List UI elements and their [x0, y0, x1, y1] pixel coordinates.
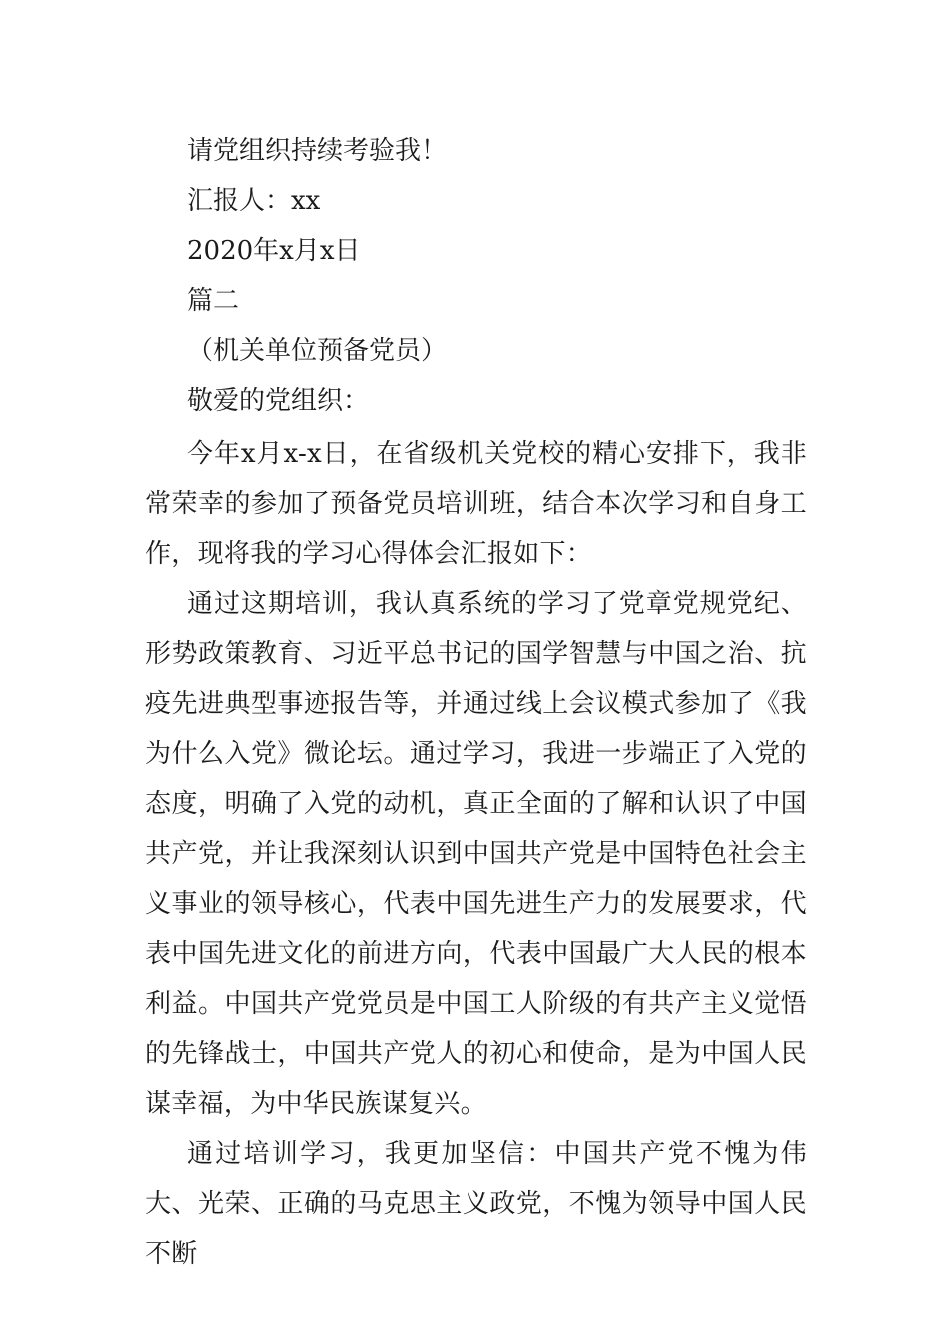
- body-paragraph-3: 通过培训学习，我更加坚信：中国共产党不愧为伟大、光荣、正确的马克思主义政党，不愧为领导中国人民不断: [145, 1139, 807, 1269]
- body-paragraph-1: 今年x月x-x日，在省级机关党校的精心安排下，我非常荣幸的参加了预备党员培训班，结合本次学习和自身工作，现将我的学习心得体会汇报如下：: [145, 439, 807, 569]
- reporter-line: 汇报人：xx: [187, 186, 321, 216]
- document-body: [145, 126, 807, 1279]
- closing-line: 请党组织持续考验我！: [187, 136, 448, 166]
- salutation: 敬爱的党组织：: [187, 386, 370, 416]
- section-title: 篇二: [187, 286, 240, 316]
- section-subtitle: （机关单位预备党员）: [187, 336, 448, 366]
- body-paragraph-2: 通过这期培训，我认真系统的学习了党章党规党纪、形势政策教育、习近平总书记的国学智慧与中国之治、抗疫先进典型事迹报告等，并通过线上会议模式参加了《我为什么入党》微论坛。通过学习，我进一步端正了入党的态度，明确了入党的动机，真正全面的了解和认识了中国共产党，并让我深刻认识到中国共产党是中国特色社会主义事业的领导核心，代表中国先进生产力的发展要求，代表中国先进文化的前进方向，代表中国最广大人民的根本利益。中国共产党党员是中国工人阶级的有共产主义觉悟的先锋战士，中国共产党人的初心和使命，是为中国人民谋幸福，为中华民族谋复兴。: [145, 589, 807, 1119]
- date-line: 2020年x月x日: [187, 236, 361, 266]
